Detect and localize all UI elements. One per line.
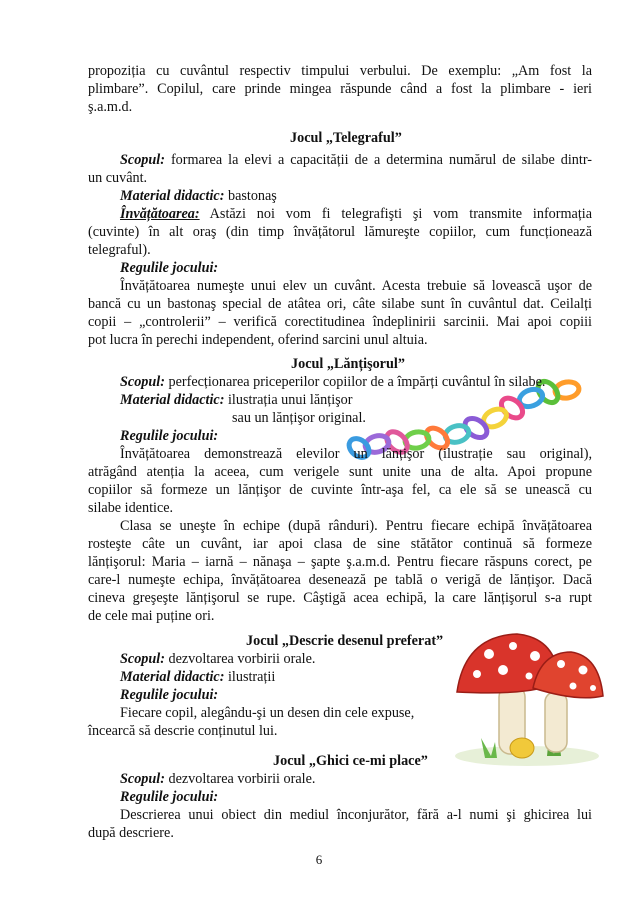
lantisorul-para-line-6: de cele mai puține ori. bbox=[88, 608, 215, 624]
material-label: Material didactic: bbox=[120, 392, 225, 408]
telegraful-scope bbox=[120, 151, 592, 169]
teacher-label: Învățătoarea: bbox=[120, 206, 200, 222]
material-label: Material didactic: bbox=[120, 188, 225, 204]
ghici-rules-label: Regulile jocului: bbox=[120, 789, 219, 805]
descrie-rules-label: Regulile jocului: bbox=[120, 687, 219, 703]
telegraful-material bbox=[120, 187, 592, 205]
telegraful-rules-line-3: copii – „controlerii” – verifică corectitudinea îndeplinirii sarcinii. Mai apoi copiii bbox=[88, 314, 592, 330]
lantisorul-material bbox=[120, 391, 592, 409]
ghici-scope bbox=[120, 770, 592, 788]
intro-line-3: ş.a.m.d. bbox=[88, 99, 133, 115]
scope-label: Scopul: bbox=[120, 374, 165, 390]
descrie-scope bbox=[120, 650, 592, 668]
descrie-rules-line-2: încearcă să descrie conținutul lui. bbox=[88, 723, 278, 739]
lantisorul-material-cont: sau un lănțişor original. bbox=[232, 410, 366, 426]
telegraful-rules-line-4: pot lucra în perechi independent, oferind sarcini unul altuia. bbox=[88, 332, 428, 348]
scope-text: perfecționarea priceperilor copiilor de a împărți cuvântul în silabe. bbox=[164, 374, 546, 390]
ghici-rules-line-1: Descrierea unui obiect din mediul înconjurător, fără a-l numi şi ghicirea lui bbox=[120, 807, 592, 823]
telegraful-teacher-cont-1: (cuvinte) în alt oraş (din timp învățătorul lămureşte copiilor, cum funcționează bbox=[88, 224, 592, 240]
lantisorul-rules-line-1: Învățătoarea demonstrează elevilor un lănțişor (ilustrație sau original), bbox=[120, 446, 592, 462]
lantisorul-para-line-3: lănțişorul: Maria – iarnă – nănaşa – şapte ş.a.m.d. Pentru fiecare răspuns corect, pe bbox=[88, 554, 592, 570]
teacher-text: Astăzi noi vom fi telegrafişti şi vom transmite informația bbox=[199, 206, 592, 222]
lantisorul-para-line-5: cineva greşeşte lănțişorul se rupe. Câştigă acea echipă, la care lănțişorul s-a rupt bbox=[88, 590, 592, 606]
lantisorul-para-line-2: rosteşte câte un cuvânt, iar apoi clasa de sine stătător continuă să formeze bbox=[88, 536, 592, 552]
scope-label: Scopul: bbox=[120, 651, 165, 667]
telegraful-rules-line-1: Învățătoarea numeşte unui elev un cuvânt. Acesta trebuie să lovească uşor de bbox=[120, 278, 592, 294]
material-text: bastonaş bbox=[224, 188, 277, 204]
telegraful-rules-line-2: bancă cu un bastonaş special de atâtea ori, câte silabe sunt în cuvântul dat. Ceilalți bbox=[88, 296, 592, 312]
page-number: 6 bbox=[315, 852, 323, 867]
lantisorul-rules-line-3: copiilor să formeze un lănțişor de cuvinte într-aşa fel, ca ele să se unească cu bbox=[88, 482, 592, 498]
section-title-descrie-desenul: Jocul „Descrie desenul preferat” bbox=[246, 633, 444, 649]
lantisorul-para-line-4: care-l numeşte echipa, învățătoarea desenează pe tablă o verigă de lănțişor. Dacă bbox=[88, 572, 592, 588]
section-title-telegraful: Jocul „Telegraful” bbox=[290, 130, 402, 146]
material-text: ilustrații bbox=[224, 669, 276, 685]
lantisorul-scope bbox=[120, 373, 592, 391]
section-title-ghici: Jocul „Ghici ce-mi place” bbox=[273, 753, 428, 769]
lantisorul-rules-label: Regulile jocului: bbox=[120, 428, 219, 444]
material-text: ilustrația unui lănțişor bbox=[224, 392, 353, 408]
telegraful-scope-cont: un cuvânt. bbox=[88, 170, 148, 186]
scope-text: formarea la elevi a capacității de a determina numărul de silabe dintr- bbox=[164, 152, 592, 168]
telegraful-teacher-cont-2: telegraful). bbox=[88, 242, 151, 258]
telegraful-rules-label: Regulile jocului: bbox=[120, 260, 219, 276]
intro-line-1: propoziția cu cuvântul respectiv timpului verbului. De exemplu: „Am fost la bbox=[88, 63, 592, 79]
section-title-lantisorul: Jocul „Lănțişorul” bbox=[291, 356, 405, 372]
scope-label: Scopul: bbox=[120, 152, 165, 168]
lantisorul-rules-line-4: silabe identice. bbox=[88, 500, 174, 516]
intro-line-2: plimbare”. Copilul, care prinde mingea răspunde când a fost la plimbare - ieri bbox=[88, 81, 592, 97]
ghici-rules-line-2: după descriere. bbox=[88, 825, 174, 841]
descrie-material bbox=[120, 668, 592, 686]
lantisorul-para-line-1: Clasa se uneşte în echipe (după rânduri). Pentru fiecare echipă învățătoarea bbox=[120, 518, 592, 534]
lantisorul-rules-line-2: atrăgând atenția la aceea, cum verigele sunt unite una de alta. Apoi propune bbox=[88, 464, 592, 480]
scope-text: dezvoltarea vorbirii orale. bbox=[164, 771, 316, 787]
telegraful-teacher bbox=[120, 205, 592, 223]
scope-text: dezvoltarea vorbirii orale. bbox=[164, 651, 316, 667]
descrie-rules-line-1: Fiecare copil, alegându-şi un desen din cele expuse, bbox=[120, 705, 415, 721]
scope-label: Scopul: bbox=[120, 771, 165, 787]
material-label: Material didactic: bbox=[120, 669, 225, 685]
